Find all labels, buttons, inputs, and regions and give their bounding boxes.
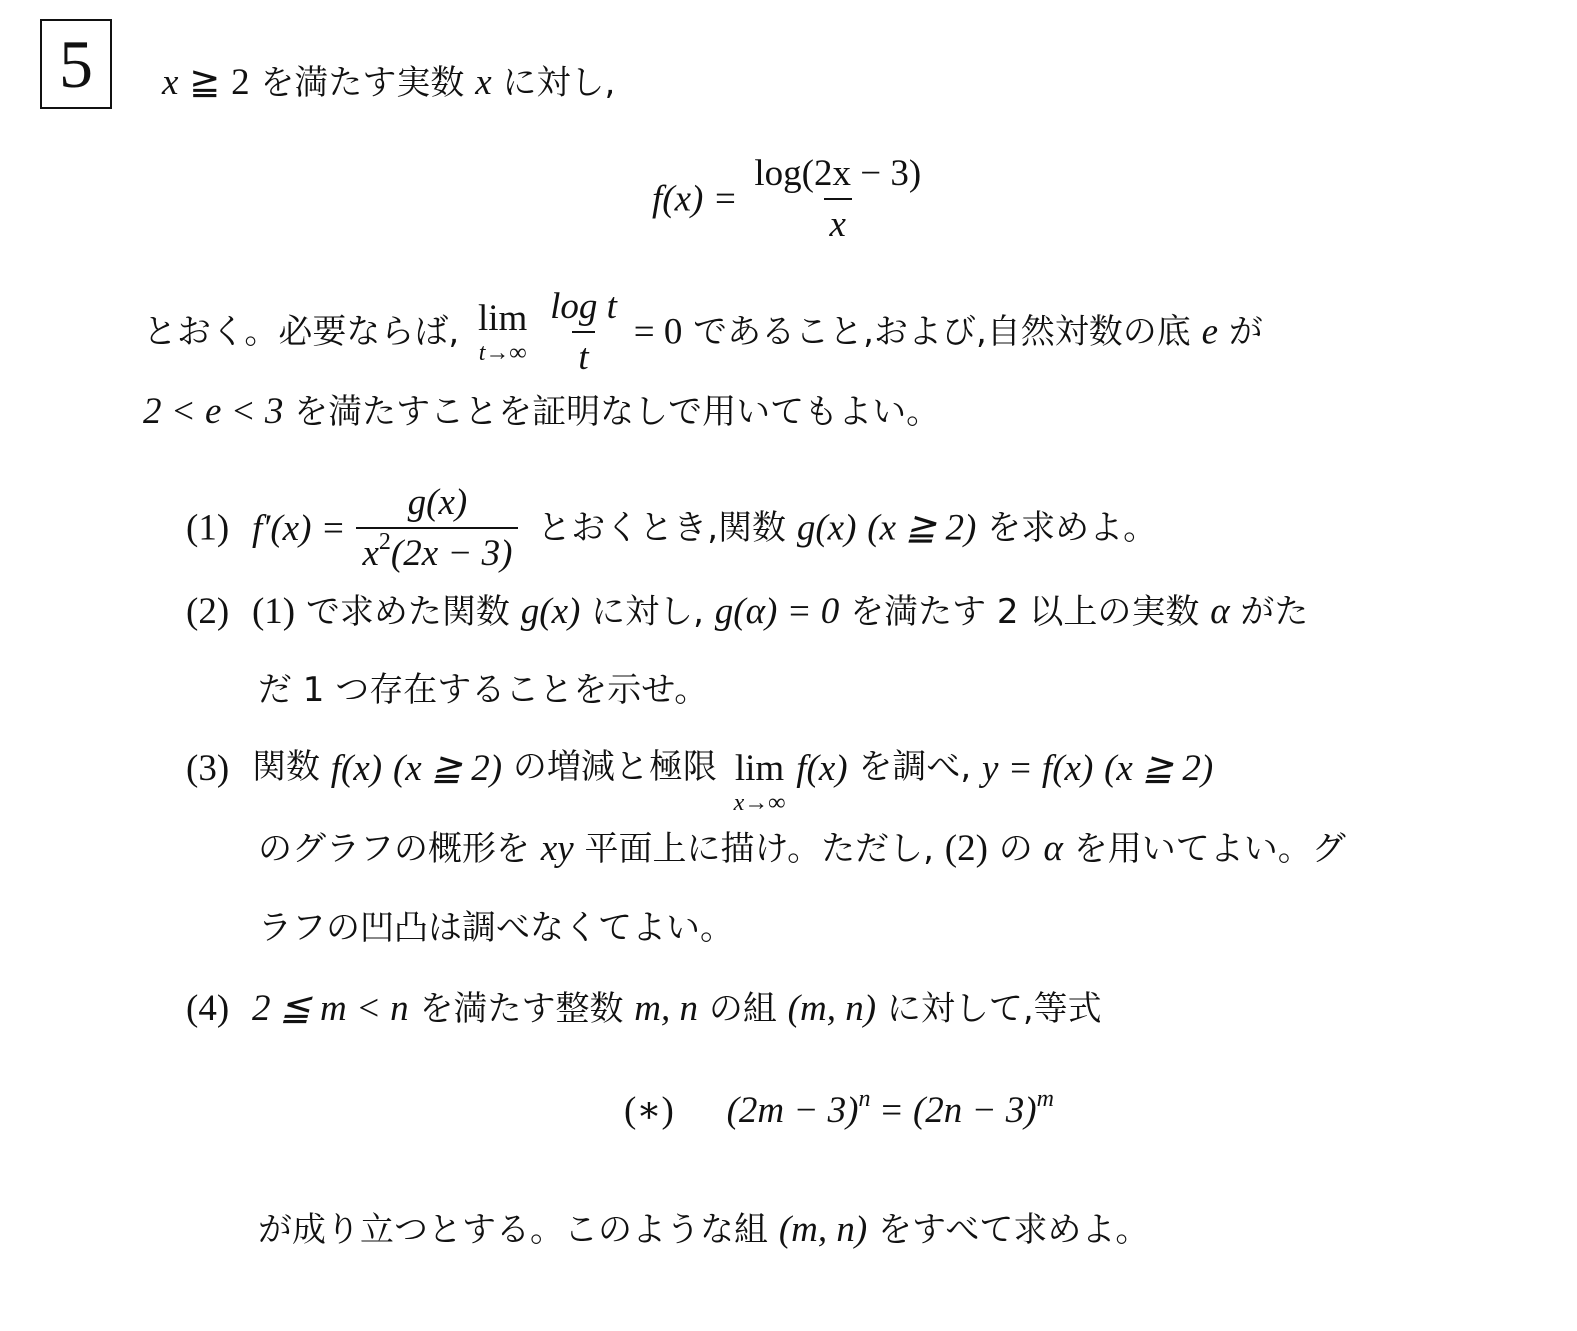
limit-x [734,750,786,815]
q4-text-3: に対して,等式 [886,989,1102,1029]
q1-den-x: x [362,533,379,574]
log-t-fraction [544,288,623,376]
note-text-4: を満たすことを証明なしで用いてもよい。 [294,392,941,432]
q4-display-equation [624,1086,1054,1131]
q1-numerator: g(x) [407,482,468,523]
q3-text-1: 関数 [251,747,320,787]
note-line-2 [143,393,940,430]
q2-text-4: がた [1240,592,1309,632]
q4-last-pair: (m, n) [778,1209,868,1250]
question-3-line-1 [186,747,1214,816]
log-t-denominator: t [572,331,594,376]
log-t-numerator: log t [550,286,617,327]
q3-condition-2: (x ≧ 2) [1104,748,1214,789]
var-x-2: x [475,62,492,103]
intro-text-1: を満たす実数 [260,63,465,103]
problem-number: 5 [40,19,112,109]
eq-zero: = 0 [633,311,683,353]
q4-inequality: 2 ≦ m < n [251,988,409,1029]
note-text-3: が [1228,312,1263,352]
q3-condition: (x ≧ 2) [392,748,503,789]
definition-denominator: x [824,198,852,243]
q3-lim-word: lim [734,748,785,789]
q3-equation: y = f(x) [982,748,1094,789]
lim-subscript: t→∞ [478,339,527,366]
definition-lhs: f(x) = [652,178,738,220]
definition-equation [652,155,927,243]
note-text-1: とおく。必要ならば, [143,312,460,352]
q1-g: g(x) [796,507,857,549]
q4-eq-right: (2n − 3) [912,1090,1037,1131]
question-1 [186,484,1157,572]
var-x: x [162,62,179,103]
q4-mn: m, n [634,988,699,1029]
intro-text-2: に対し, [502,63,616,103]
e-inequality: 2 < e < 3 [143,391,284,432]
q4-eq-left-exp: n [858,1086,871,1112]
q3-f-2: f(x) [796,748,848,789]
q2-text-1: で求めた関数 [305,592,510,632]
q4-eq-right-exp: m [1036,1086,1054,1112]
q3-line2-text-2: 平面上に描け。ただし, [584,829,934,869]
q1-label: (1) [186,507,230,549]
q1-condition: (x ≧ 2) [867,507,977,549]
q4-label: (4) [186,988,230,1029]
q3-line2-text-1: のグラフの概形を [258,829,530,869]
q4-star-label: (∗) [624,1090,674,1131]
question-3-line-2 [258,830,1346,867]
note-line-1 [143,288,1263,376]
q1-den-rest: (2x − 3) [390,533,513,574]
q1-text-2: を求めよ。 [987,508,1158,548]
q1-fraction [356,484,518,572]
q3-ref: (2) [944,828,988,869]
q1-den-exp: 2 [378,529,391,555]
q4-text-1: を満たす整数 [419,989,624,1029]
question-4-line-1 [186,990,1102,1027]
question-2-line-2: だ 1 つ存在することを示せ。 [258,670,709,710]
q2-text-3: を満たす 2 以上の実数 [850,592,1200,632]
q2-text-2: に対し, [591,592,704,632]
q3-xy: xy [540,828,574,869]
q4-eq-left: (2m − 3) [726,1090,859,1131]
q2-ref: (1) [251,591,296,632]
ge-symbol: ≧ [189,62,221,103]
q3-text-3: を調べ, [858,747,972,787]
q4-pair: (m, n) [787,988,877,1029]
q3-f: f(x) [330,748,383,789]
q1-lhs: f′(x) = [251,507,346,549]
q3-line2-text-3: の [998,829,1033,869]
lim-word: lim [477,297,528,339]
q3-line2-text-4: を用いてよい。グ [1073,829,1346,869]
q2-g: g(x) [520,591,581,632]
q3-label: (3) [186,748,230,789]
var-e: e [1201,311,1219,353]
question-3-line-3: ラフの凹凸は調べなくてよい。 [258,908,734,948]
limit-t [477,297,528,366]
note-text-2: であること,および,自然対数の底 [693,312,1191,352]
question-2-line-1 [186,593,1308,630]
q3-text-2: の増減と極限 [512,747,717,787]
q3-lim-subscript: x→∞ [733,790,786,816]
question-4-last-line [258,1211,1149,1248]
q2-label: (2) [186,591,230,632]
q2-alpha: α [1210,591,1230,632]
intro-line [162,64,615,101]
q1-text-1: とおくとき,関数 [537,508,787,548]
q4-last-text-1: が成り立つとする。このような組 [258,1210,768,1250]
q4-last-text-2: をすべて求めよ。 [878,1210,1150,1250]
q1-denominator [356,527,518,572]
definition-fraction [748,155,927,243]
q2-equation: g(α) = 0 [714,591,840,632]
two: 2 [231,62,250,103]
definition-numerator: log(2x − 3) [754,153,922,194]
q4-text-2: の組 [708,989,777,1029]
q4-eq-equals: = [881,1090,903,1131]
q3-alpha: α [1043,828,1063,869]
